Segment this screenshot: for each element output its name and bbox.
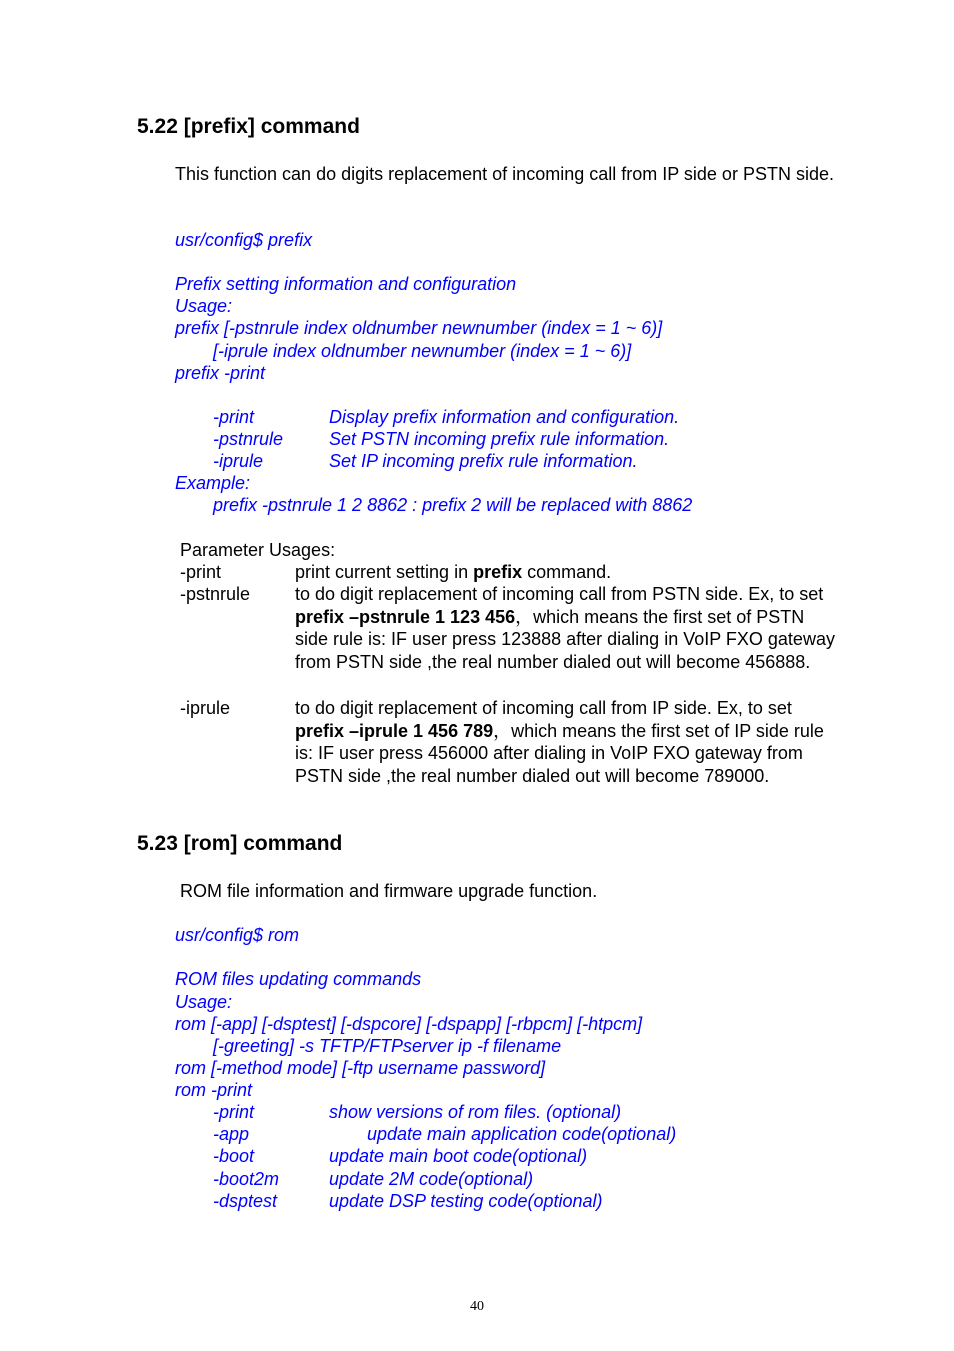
prefix-info-title: Prefix setting information and configuration — [175, 274, 517, 294]
prefix-option-desc: Display prefix information and configuration. — [329, 407, 680, 427]
rom-option-key: -app — [213, 1124, 250, 1144]
prefix-usage-line-1: prefix [-pstnrule index oldnumber newnumber (index = 1 ~ 6)] — [175, 318, 663, 338]
prefix-usage-line-2: [-iprule index oldnumber newnumber (index = 1 ~ 6)] — [213, 341, 632, 361]
rom-usage-line-3: rom [-method mode] [-ftp username password] — [175, 1058, 546, 1078]
prefix-prompt: usr/config$ prefix — [175, 230, 313, 250]
rom-option-desc: update main boot code(optional) — [329, 1146, 588, 1166]
rom-usage-line-1: rom [-app] [-dsptest] [-dspcore] [-dspapp] [-rbpcm] [-htpcm] — [175, 1014, 643, 1034]
prefix-example-line: prefix -pstnrule 1 2 8862 : prefix 2 will be replaced with 8862 — [213, 495, 693, 515]
rom-usage-line-4: rom -print — [175, 1080, 253, 1100]
prefix-option-desc: Set IP incoming prefix rule information. — [329, 451, 638, 471]
param-desc-pstnrule: to do digit replacement of incoming call from PSTN side. Ex, to set prefix –pstnrule 1 123 456，which means the first set of PSTN side rule is: IF user press 123888 after dialing in VoIP FXO gateway from PSTN side ,the real number dialed out will become 456888. — [295, 584, 835, 672]
page-number: 40 — [470, 1299, 484, 1314]
prefix-option-desc: Set PSTN incoming prefix rule information. — [329, 429, 670, 449]
prefix-intro-text: This function can do digits replacement of incoming call from IP side or PSTN side. — [175, 164, 834, 184]
rom-intro-text: ROM file information and firmware upgrade function. — [180, 881, 598, 901]
param-desc-iprule: to do digit replacement of incoming call from IP side. Ex, to set prefix –iprule 1 456 789，which means the first set of IP side rule is: IF user press 456000 after dialing in VoIP FXO gateway from PSTN side ,the real number dialed out will become 789000. — [295, 698, 824, 786]
section-heading-prefix: 5.22 [prefix] command — [137, 115, 360, 138]
rom-option-desc: update 2M code(optional) — [329, 1169, 534, 1189]
section-heading-rom: 5.23 [rom] command — [137, 832, 343, 855]
prefix-option-key: -print — [213, 407, 255, 427]
param-key-pstnrule: -pstnrule — [180, 584, 251, 604]
param-key-print: -print — [180, 562, 222, 582]
rom-option-key: -print — [213, 1102, 255, 1122]
rom-option-desc: update main application code(optional) — [367, 1124, 677, 1144]
prefix-usage-line-3: prefix -print — [175, 363, 266, 383]
prefix-param-title: Parameter Usages: — [180, 540, 336, 560]
rom-usage-label: Usage: — [175, 992, 233, 1012]
rom-option-key: -boot2m — [213, 1169, 280, 1189]
prefix-example-label: Example: — [175, 473, 251, 493]
rom-prompt: usr/config$ rom — [175, 925, 300, 945]
rom-option-key: -boot — [213, 1146, 255, 1166]
param-key-iprule: -iprule — [180, 698, 231, 718]
rom-info-title: ROM files updating commands — [175, 969, 422, 989]
prefix-option-key: -iprule — [213, 451, 264, 471]
param-desc-print: print current setting in prefix command. — [295, 562, 612, 582]
rom-option-desc: update DSP testing code(optional) — [329, 1191, 603, 1211]
prefix-option-key: -pstnrule — [213, 429, 284, 449]
rom-usage-line-2: [-greeting] -s TFTP/FTPserver ip -f filename — [213, 1036, 562, 1056]
rom-option-desc: show versions of rom files. (optional) — [329, 1102, 622, 1122]
rom-option-key: -dsptest — [213, 1191, 278, 1211]
prefix-usage-label: Usage: — [175, 296, 233, 316]
